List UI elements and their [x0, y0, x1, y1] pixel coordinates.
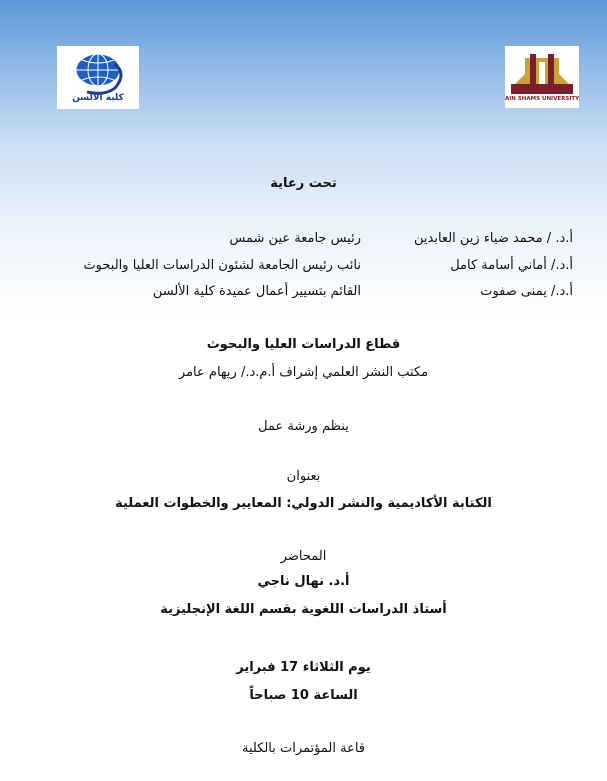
lecturer-position: أستاذ الدراسات اللغوية بقسم اللغة الإنجليزية [160, 602, 447, 617]
event-time: الساعة 10 صباحاً [249, 688, 358, 703]
patron-title: القائم بتسيير أعمال عميدة كلية الألسن [152, 284, 361, 299]
alsun-faculty-logo [57, 46, 139, 109]
organizes-workshop-line: ينظم ورشة عمل [258, 419, 349, 434]
patron-title: رئيس جامعة عين شمس [229, 231, 361, 246]
workshop-title: الكتابة الأكاديمية والنشر الدولي: المعايير والخطوات العملية [115, 496, 492, 511]
titled-label: بعنوان [286, 469, 321, 484]
patron-title: نائب رئيس الجامعة لشئون الدراسات العليا والبحوث [83, 258, 361, 273]
lecturer-name: أ.د. نهال ناجي [257, 574, 350, 589]
sector-heading: قطاع الدراسات العليا والبحوث [206, 337, 401, 352]
publishing-office-line: مكتب النشر العلمي إشراف أ.م.د./ ريهام عامر [178, 365, 429, 380]
event-date: يوم الثلاثاء 17 فبراير [236, 660, 371, 675]
ain-shams-logo-label: AIN SHAMS UNIVERSITY [505, 96, 580, 102]
under-patronage-heading: تحت رعاية [270, 176, 337, 191]
patron-name: أ.د./ أماني أسامة كامل [450, 258, 573, 273]
alsun-logo-label: كلية الألسن [72, 93, 124, 103]
lecturer-label: المحاضر [280, 549, 327, 564]
patron-name: أ.د. / محمد ضياء زين العابدين [414, 231, 573, 246]
ain-shams-university-logo [505, 46, 579, 108]
event-venue: قاعة المؤتمرات بالكلية [241, 741, 366, 756]
patron-name: أ.د./ يمنى صفوت [480, 284, 573, 299]
